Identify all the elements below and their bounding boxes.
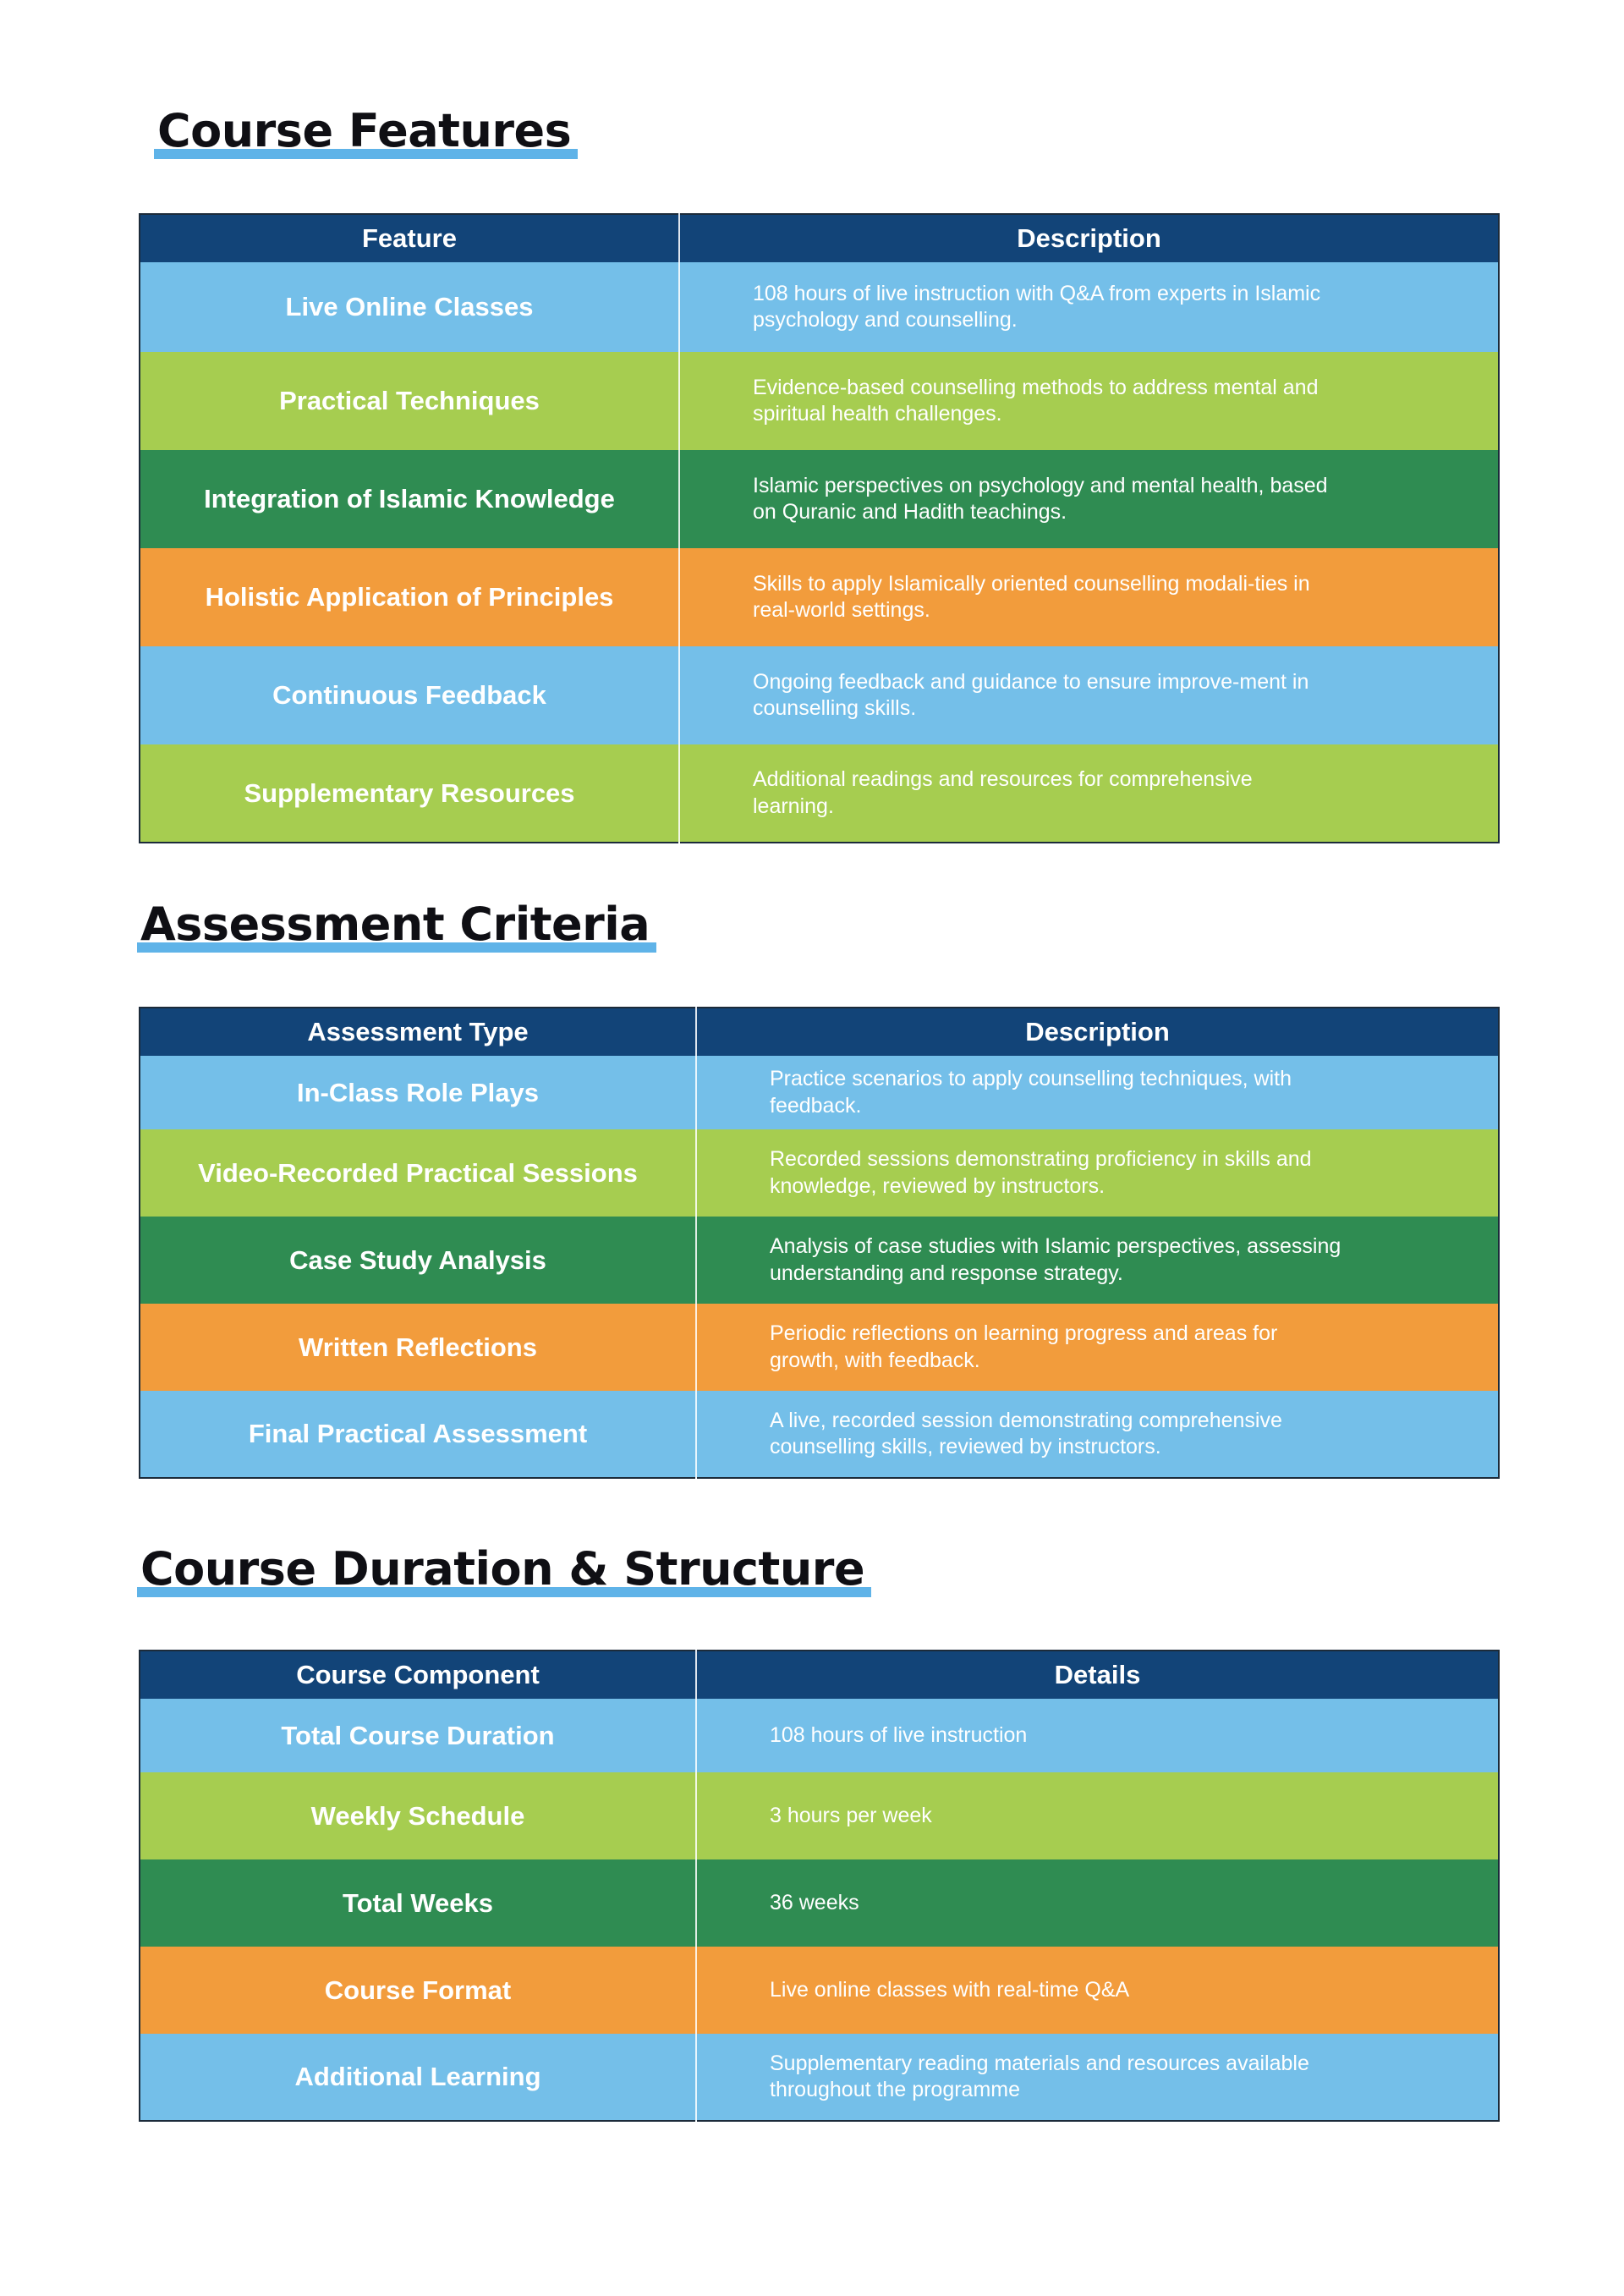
table-row [140,1056,1499,1129]
column-header-description: Description [696,1008,1499,1056]
table-row [140,1947,1499,2034]
row-description-text: Periodic reflections on learning progress and areas for growth, with feedback. [770,1321,1278,1372]
row-description-text: Additional readings and resources for comprehensive learning. [753,767,1253,818]
course-features-table [139,213,1500,843]
row-description [679,352,1499,450]
row-label: Written Reflections [140,1304,696,1391]
row-description-text: Supplementary reading materials and resources available throughout the programme [770,2051,1309,2101]
row-label: Holistic Application of Principles [140,548,679,646]
section-title-course-features: Course Features [157,108,571,154]
row-description-text: Evidence-based counselling methods to address mental and spiritual health challenges. [753,375,1319,426]
row-label: Continuous Feedback [140,646,679,744]
row-label: Case Study Analysis [140,1217,696,1304]
row-description-text: 108 hours of live instruction with Q&A from experts in Islamic psychology and counselling. [753,281,1321,332]
table-header-row [140,214,1499,262]
row-description-text: 36 weeks [770,1890,859,1914]
row-description-text: Ongoing feedback and guidance to ensure improve-ment in counselling skills. [753,669,1309,720]
table-row [140,1699,1499,1772]
row-description [679,262,1499,352]
row-description-text: 3 hours per week [770,1803,932,1827]
table-header-row [140,1651,1499,1699]
row-description [696,1217,1499,1304]
row-description [696,1947,1499,2034]
table-row [140,646,1499,744]
column-header-description: Description [679,214,1499,262]
row-description [696,2034,1499,2121]
row-label: Additional Learning [140,2034,696,2121]
table-row [140,548,1499,646]
row-label: Total Course Duration [140,1699,696,1772]
row-description-text: Analysis of case studies with Islamic perspectives, assessing understanding and response strategy. [770,1234,1341,1285]
column-header-feature: Feature [140,214,679,262]
table-row [140,2034,1499,2121]
row-description-text: Practice scenarios to apply counselling techniques, with feedback. [770,1067,1292,1118]
row-description [696,1391,1499,1478]
table-row [140,1859,1499,1947]
row-description [679,548,1499,646]
row-description [679,646,1499,744]
row-label: Live Online Classes [140,262,679,352]
row-label: Practical Techniques [140,352,679,450]
row-description-text: 108 hours of live instruction [770,1722,1028,1747]
table-row [140,1772,1499,1859]
row-description-text: Skills to apply Islamically oriented counselling modali-ties in real-world settings. [753,571,1310,622]
table-header-row [140,1008,1499,1056]
row-label: Course Format [140,1947,696,2034]
row-label: In-Class Role Plays [140,1056,696,1129]
row-label: Total Weeks [140,1859,696,1947]
row-description-text: Islamic perspectives on psychology and mental health, based on Quranic and Hadith teachings. [753,473,1328,524]
row-label: Weekly Schedule [140,1772,696,1859]
row-label: Video-Recorded Practical Sessions [140,1129,696,1217]
row-description [696,1056,1499,1129]
row-description [696,1772,1499,1859]
table-row [140,450,1499,548]
table-row [140,744,1499,843]
row-description-text: Live online classes with real-time Q&A [770,1977,1130,2002]
column-header-assessment-type: Assessment Type [140,1008,696,1056]
column-header-course-component: Course Component [140,1651,696,1699]
section-title-assessment-criteria: Assessment Criteria [140,902,650,948]
table-row [140,1217,1499,1304]
row-label: Integration of Islamic Knowledge [140,450,679,548]
table-row [140,1391,1499,1478]
row-description-text: Recorded sessions demonstrating proficiency in skills and knowledge, reviewed by instructors. [770,1147,1312,1198]
course-duration-table [139,1650,1500,2122]
row-description [696,1129,1499,1217]
row-description [696,1859,1499,1947]
table-row [140,262,1499,352]
section-title-course-duration: Course Duration & Structure [140,1546,864,1592]
table-row [140,352,1499,450]
row-description [696,1304,1499,1391]
table-row [140,1129,1499,1217]
row-label: Final Practical Assessment [140,1391,696,1478]
row-label: Supplementary Resources [140,744,679,843]
column-header-details: Details [696,1651,1499,1699]
row-description [679,450,1499,548]
row-description-text: A live, recorded session demonstrating comprehensive counselling skills, reviewed by instructors. [770,1408,1282,1458]
table-row [140,1304,1499,1391]
row-description [696,1699,1499,1772]
assessment-criteria-table [139,1007,1500,1479]
row-description [679,744,1499,843]
